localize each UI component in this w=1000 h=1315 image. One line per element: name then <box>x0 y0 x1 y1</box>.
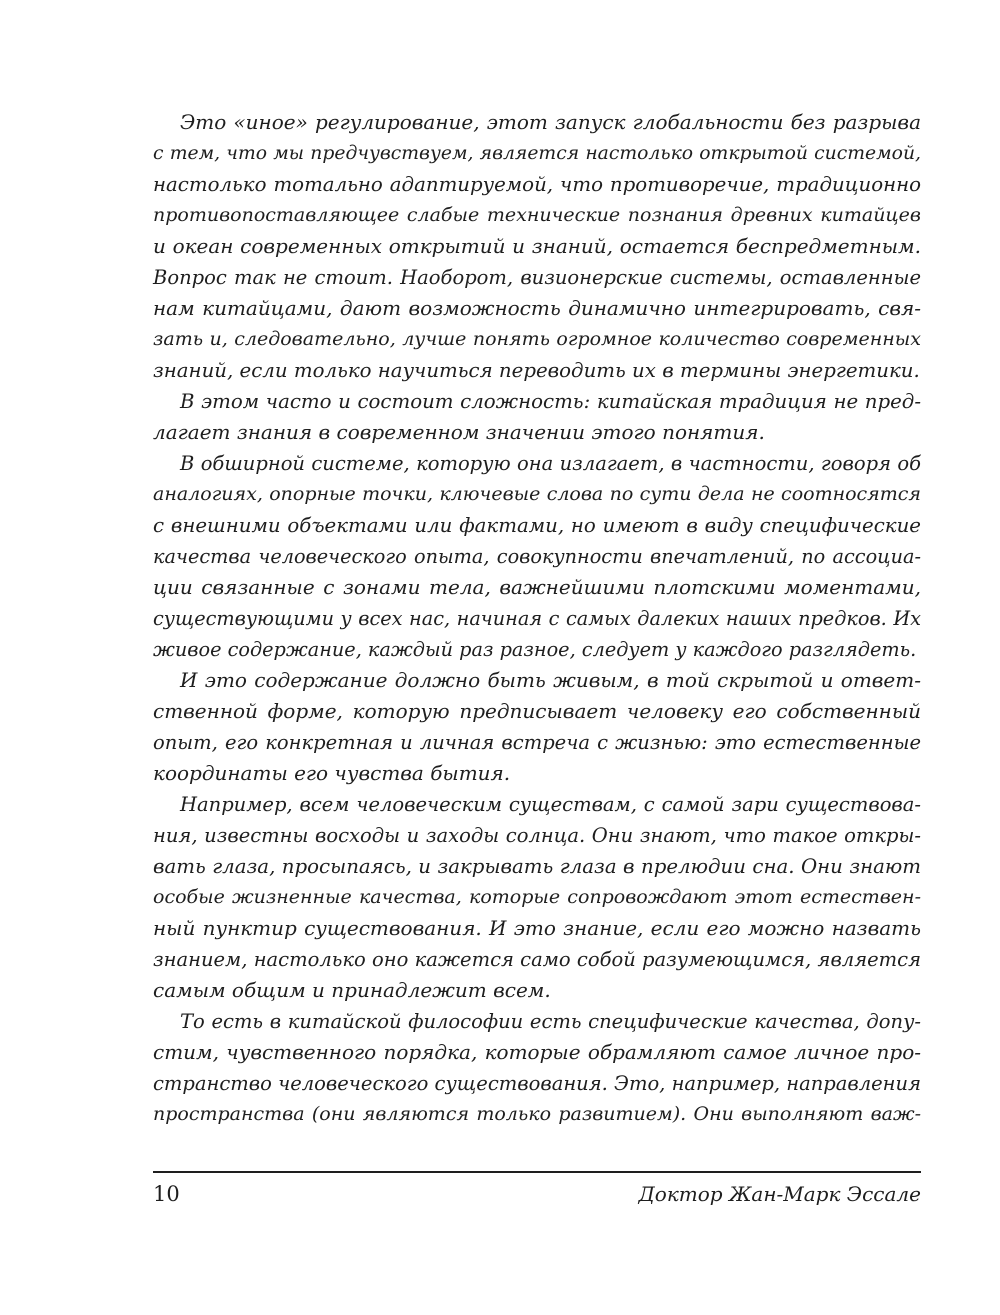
text-line: знаний, если только научиться переводить их в термины энергетики. <box>153 359 920 382</box>
running-footer-author: Доктор Жан-Марк Эссале <box>638 1182 921 1206</box>
text-line: самым общим и принадлежит всем. <box>153 978 551 1002</box>
text-line: нам китайцами, дают возможность динамично интегрировать, свя- <box>153 296 921 320</box>
text-line: противопоставляющее слабые технические познания древних китайцев <box>153 204 921 226</box>
text-line: особые жизненные качества, которые сопровождают этот естествен- <box>153 886 921 908</box>
text-line: ный пунктир существования. И это знание, если его можно назвать <box>153 916 921 940</box>
text-line: лагает знания в современном значении этого понятия. <box>153 420 765 444</box>
text-line: с тем, что мы предчувствуем, является настолько открытой системой, <box>153 143 921 164</box>
text-line: Например, всем человеческим существам, с самой зари существова- <box>180 793 921 816</box>
text-line: живое содержание, каждый раз разное, следует у каждого разглядеть. <box>153 638 917 661</box>
text-line: В этом часто и состоит сложность: китайская традиция не пред- <box>180 390 921 413</box>
text-line: и океан современных открытий и знаний, остается беспредметным. <box>153 234 921 258</box>
page-number: 10 <box>153 1182 180 1206</box>
text-line: В обширной системе, которую она излагает, в частности, говоря об <box>180 452 921 475</box>
text-line: с внешними объектами или фактами, но имеют в виду специфические <box>153 514 921 537</box>
text-line: вать глаза, просыпаясь, и закрывать глаза в прелюдии сна. Они знают <box>153 855 921 878</box>
text-line: знанием, настолько оно кажется само собой разумеющимся, является <box>153 948 921 971</box>
text-line: И это содержание должно быть живым, в той скрытой и ответ- <box>180 668 921 692</box>
text-line: зать и, следовательно, лучше понять огромное количество современных <box>153 328 921 350</box>
body-text <box>153 107 921 1130</box>
text-line: опыт, его конкретная и личная встреча с жизнью: это естественные <box>153 731 921 754</box>
text-line: странство человеческого существования. Это, например, направления <box>153 1072 921 1095</box>
text-line: ции связанные с зонами тела, важнейшими плотскими моментами, <box>153 575 921 599</box>
text-line: настолько тотально адаптируемой, что противоречие, традиционно <box>153 173 921 196</box>
text-line: координаты его чувства бытия. <box>153 761 511 785</box>
text-line: То есть в китайской философии есть специфические качества, допу- <box>180 1010 921 1033</box>
text-line: пространства (они являются только развитием). Они выполняют важ- <box>153 1103 921 1125</box>
text-line: качества человеческого опыта, совокупности впечатлений, по ассоциа- <box>153 545 921 568</box>
text-line: ния, известны восходы и заходы солнца. Они знают, что такое откры- <box>153 824 921 847</box>
text-line: ственной форме, которую предписывает человеку его собственный <box>153 699 921 723</box>
text-line: существующими у всех нас, начиная с самых далеких наших предков. Их <box>153 607 921 630</box>
footer-divider <box>153 1171 921 1173</box>
text-line: аналогиях, опорные точки, ключевые слова по сути дела не соотносятся <box>153 483 921 505</box>
text-line: Вопрос так не стоит. Наоборот, визионерские системы, оставленные <box>153 266 921 289</box>
text-line: стим, чувственного порядка, которые обрамляют самое личное про- <box>153 1040 921 1064</box>
text-line: Это «иное» регулирование, этот запуск глобальности без разрыва <box>180 110 921 134</box>
